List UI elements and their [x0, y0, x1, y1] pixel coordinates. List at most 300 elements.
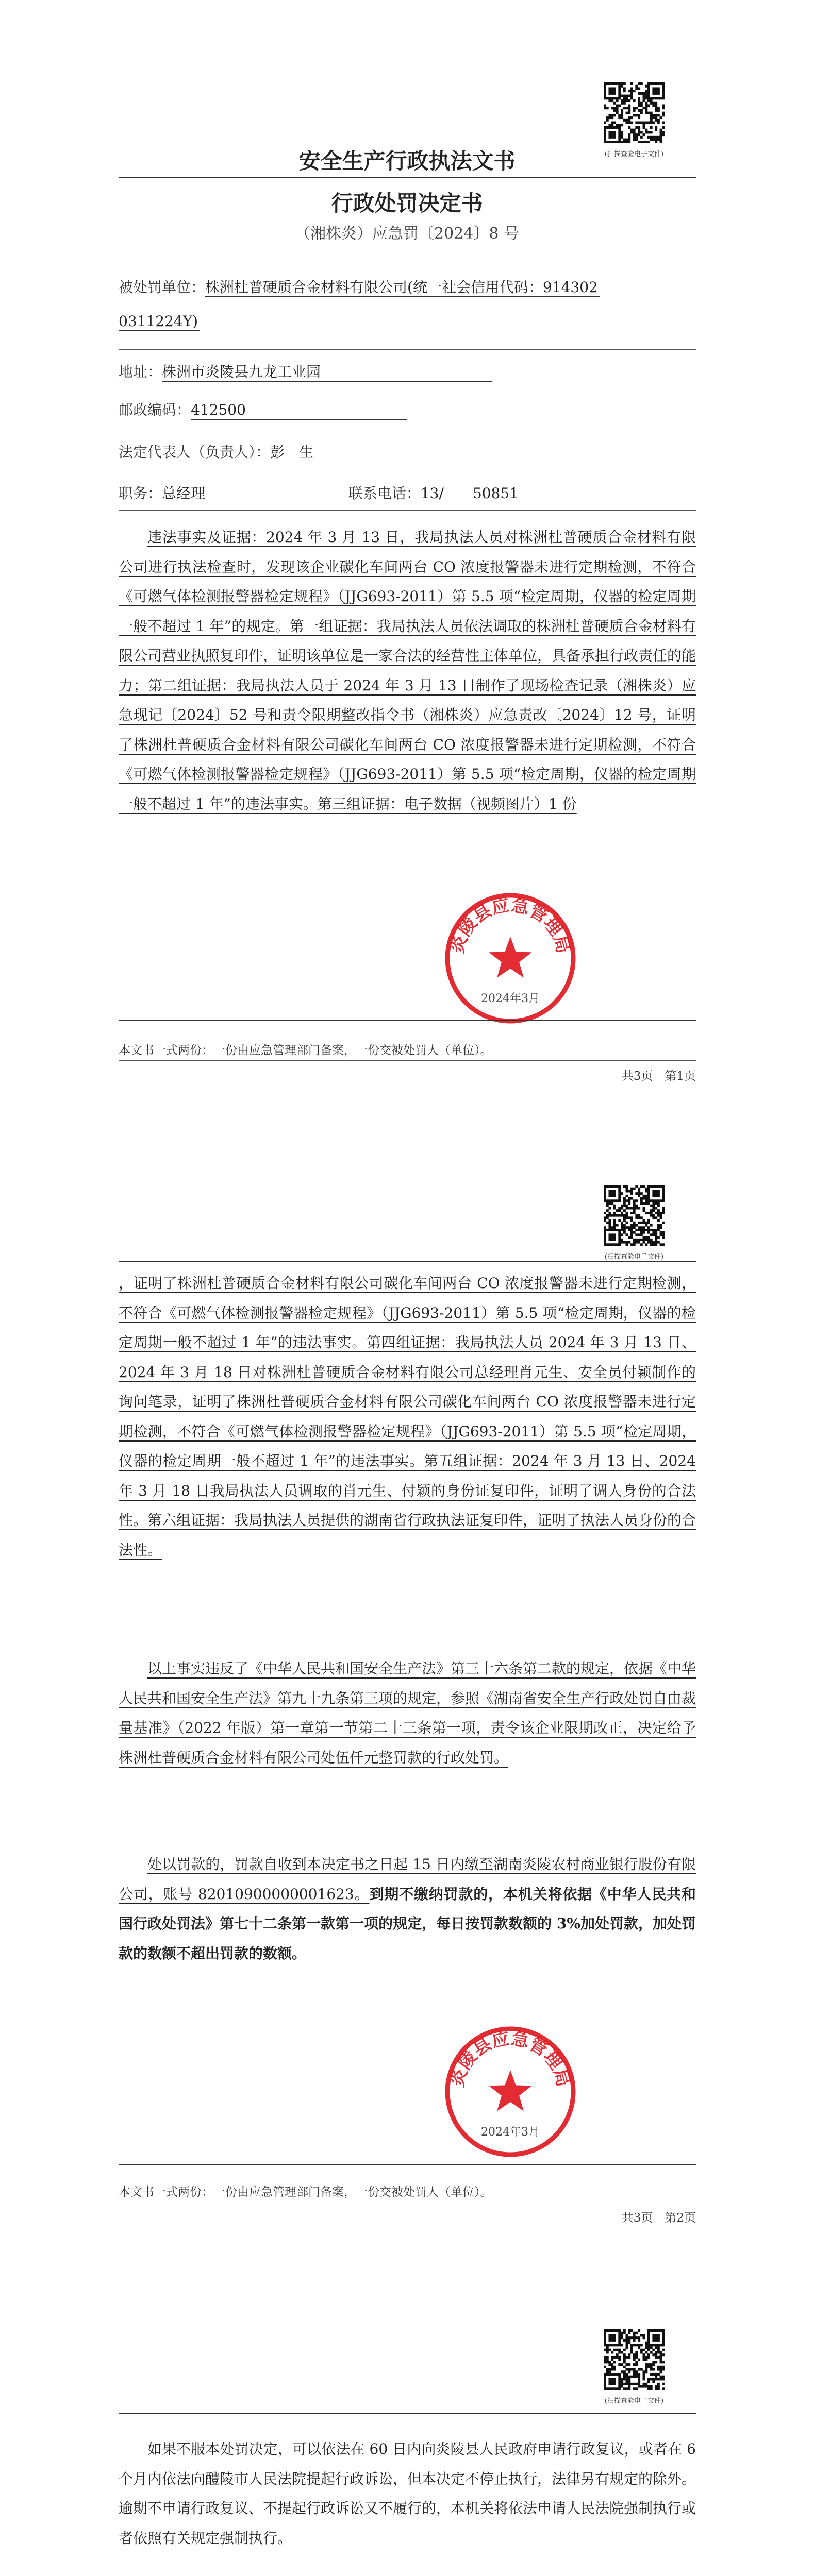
qr-module [645, 131, 647, 133]
qr-module [613, 1195, 616, 1197]
qr-module [625, 2380, 628, 2383]
qr-module [655, 1190, 657, 1192]
qr-module [660, 2370, 662, 2373]
qr-module [660, 2356, 662, 2359]
qr-module [652, 1195, 655, 1197]
qr-module [655, 102, 657, 105]
qr-module [662, 1190, 665, 1192]
document-page-1 [0, 0, 814, 1128]
qr-module [652, 2373, 655, 2376]
qr-module [604, 1190, 606, 1192]
qr-module [608, 87, 611, 90]
qr-module [647, 136, 650, 139]
qr-module [652, 104, 655, 107]
qr-module [645, 1236, 647, 1239]
qr-module [613, 2361, 616, 2363]
qr-module [604, 1185, 606, 1188]
qr-module [657, 1241, 660, 1244]
qr-module [647, 2346, 650, 2349]
qr-module [613, 2387, 616, 2390]
qr-module [625, 1241, 628, 1244]
qr-module [621, 1241, 623, 1244]
qr-module [647, 1231, 650, 1234]
qr-module [645, 129, 647, 131]
qr-module [618, 1197, 621, 1200]
qr-module [613, 1214, 616, 1217]
qr-module [640, 1226, 643, 1229]
qr-module [621, 1205, 623, 1207]
qr-module [604, 136, 606, 139]
qr-module [613, 1185, 616, 1188]
qr-module [647, 2363, 650, 2366]
qr-module [650, 136, 653, 139]
qr-module [650, 2363, 653, 2366]
violation-text: 违法事实及证据：2024 年 3 月 13 日，我局执法人员对株洲杜普硬质合金材料有限公司进行执法检查时，发现该企业碳化车间两台 CO 浓度报警器未进行定期检测，不符合《可燃气体检测报警器检定规程》（JJG693-2011）第 5.5 项“检定周期，仪器的检定周期一般不超过 1 年”的规定。第一组证据：我局执法人员依法调取的株洲杜普硬质合金材料有限公司营业执照复印件，证明该单位是一家合法的经营性主体单位，具备承担行政责任的能力；第二组证据：我局执法人员于 2024 年 3 月 13 日制作了现场检查记录（湘株炎）应急现记〔2024〕52 号和责令限期整改指令书（湘株炎）应急责改〔2024〕12 号，证明了株洲杜普硬质合金材料有限公司碳化车间两台 CO 浓度报警器未进行定期检测，不符合《可燃气体检测报警器检定规程》（JJG693-2011）第 5.5 项“检定周期，仪器的检定周期一般不超过 1 年”的违法事实。第三组证据：电子数据（视频图片）1 份 [119, 529, 696, 812]
qr-module [652, 2339, 655, 2342]
qr-module [611, 133, 613, 136]
qr-module [633, 2368, 636, 2371]
qr-module [621, 116, 623, 119]
qr-module [645, 1202, 647, 1205]
qr-module [618, 1188, 621, 1190]
qr-module [606, 107, 609, 109]
qr-module [618, 133, 621, 136]
qr-module [655, 109, 657, 112]
qr-module [638, 2359, 640, 2361]
qr-module [643, 2336, 645, 2339]
qr-module [635, 1185, 638, 1188]
qr-module [625, 2342, 628, 2344]
qr-module [604, 1192, 606, 1195]
legal-rep-field [119, 443, 696, 462]
qr-module [618, 131, 621, 133]
qr-module [621, 2378, 623, 2380]
qr-module [660, 1233, 662, 1236]
payment-text: 处以罚款的，罚款自收到本决定书之日起 15 日内缴至湖南炎陵农村商业银行股份有限公司，账号 82010900000001623。 [119, 1856, 696, 1903]
qr-module [623, 2376, 626, 2378]
qr-module [647, 1212, 650, 1214]
qr-module [635, 1192, 638, 1195]
qr-module [640, 141, 643, 143]
qr-module [635, 114, 638, 116]
qr-module [650, 1243, 653, 1246]
qr-module [623, 1209, 626, 1212]
qr-module [628, 2385, 630, 2388]
qr-module [638, 82, 640, 85]
qr-module [662, 97, 665, 99]
qr-module [650, 99, 653, 102]
qr-module [657, 114, 660, 116]
qr-module [611, 1233, 613, 1236]
qr-module [618, 2334, 621, 2336]
qr-module [621, 1226, 623, 1229]
qr-module [604, 1195, 606, 1197]
legal-rep-value: 彭 生 [270, 443, 399, 462]
qr-module [625, 2383, 628, 2385]
qr-module [608, 2380, 611, 2383]
qr-module [606, 2368, 609, 2371]
qr-module [604, 129, 606, 131]
qr-module [662, 114, 665, 116]
qr-module [625, 1214, 628, 1217]
qr-module [625, 141, 628, 143]
footer-divider-top [119, 2164, 696, 2165]
qr-module [625, 1207, 628, 1209]
qr-module [630, 90, 633, 92]
qr-module [618, 2363, 621, 2366]
qr-module [630, 1233, 633, 1236]
qr-module [650, 1241, 653, 1244]
qr-module [643, 122, 645, 124]
qr-module [613, 90, 616, 92]
qr-module [608, 99, 611, 102]
qr-module [630, 97, 633, 99]
qr-module [630, 1188, 633, 1190]
qr-module [628, 2378, 630, 2380]
qr-module [650, 2385, 653, 2388]
qr-module [621, 141, 623, 143]
qr-module [621, 1207, 623, 1209]
qr-module [652, 122, 655, 124]
qr-module [616, 124, 619, 126]
qr-module [640, 104, 643, 107]
qr-module [660, 1216, 662, 1219]
qr-module [618, 136, 621, 139]
qr-module [611, 1195, 613, 1197]
qr-module [650, 2368, 653, 2371]
qr-module [625, 139, 628, 141]
qr-module [625, 2339, 628, 2342]
page-number: 共3页 第1页 [621, 1070, 696, 1083]
qr-module [621, 1239, 623, 1241]
qr-module [613, 126, 616, 129]
qr-module [662, 1207, 665, 1209]
qr-module [618, 2385, 621, 2388]
qr-module [611, 2373, 613, 2376]
qr-module [652, 82, 655, 85]
qr-module [628, 2387, 630, 2390]
qr-module [638, 2336, 640, 2339]
qr-module [625, 1222, 628, 1224]
qr-module [618, 2383, 621, 2385]
qr-module [628, 1216, 630, 1219]
qr-module [608, 2349, 611, 2351]
qr-module [604, 131, 606, 133]
qr-module [635, 85, 638, 88]
qr-module [640, 1216, 643, 1219]
qr-module [611, 107, 613, 109]
violation-paragraph [119, 522, 696, 893]
qr-module [618, 104, 621, 107]
qr-module [625, 1216, 628, 1219]
qr-module [616, 2373, 619, 2376]
qr-module [657, 87, 660, 90]
qr-module [613, 1190, 616, 1192]
qr-module [662, 1233, 665, 1236]
qr-module [655, 2334, 657, 2336]
qr-module [652, 1202, 655, 1205]
qr-module [621, 2351, 623, 2353]
qr-module [660, 116, 662, 119]
qr-module [662, 2387, 665, 2390]
late-penalty-text: 到期不缴纳罚款的，本机关将依据《中华人民共和国行政处罚法》第七十二条第一款第一项的规定，每日按罚款数额的 3%加处罚款，加处罚款的数额不超出罚款的数额。 [119, 1885, 696, 1962]
qr-module [616, 2356, 619, 2359]
qr-module [630, 1192, 633, 1195]
qr-module [635, 126, 638, 129]
qr-module [606, 1185, 609, 1188]
qr-module [640, 1222, 643, 1224]
qr-module [652, 2334, 655, 2336]
qr-module [616, 109, 619, 112]
qr-module [613, 1212, 616, 1214]
seal-star [489, 2070, 532, 2111]
qr-module [645, 1197, 647, 1200]
qr-module [611, 114, 613, 116]
qr-module [635, 2373, 638, 2376]
qr-module [633, 2344, 636, 2346]
qr-module [660, 2353, 662, 2356]
qr-module [655, 90, 657, 92]
qr-module [635, 2344, 638, 2346]
qr-module [657, 1195, 660, 1197]
qr-module [643, 1197, 645, 1200]
qr-caption: (扫描查验电子文件) [604, 150, 664, 158]
qr-module [623, 139, 626, 141]
qr-module [623, 97, 626, 99]
qr-module [608, 1185, 611, 1188]
qr-module [618, 126, 621, 129]
qr-module [628, 104, 630, 107]
qr-module [638, 99, 640, 102]
qr-module [606, 2344, 609, 2346]
qr-module [643, 141, 645, 143]
qr-module [618, 2356, 621, 2359]
qr-module [621, 1222, 623, 1224]
qr-module [643, 2373, 645, 2376]
qr-caption: (扫描查验电子文件) [604, 2397, 664, 2405]
qr-module [630, 1207, 633, 1209]
qr-module [623, 119, 626, 122]
qr-module [638, 1214, 640, 1217]
footer-divider-bottom [119, 1060, 696, 1061]
qr-module [604, 1226, 606, 1229]
qr-module [643, 133, 645, 136]
qr-module [618, 97, 621, 99]
qr-module [630, 82, 633, 85]
qr-module [635, 1229, 638, 1231]
qr-module [611, 124, 613, 126]
qr-module [633, 1226, 636, 1229]
qr-module [655, 92, 657, 95]
qr-module [655, 1199, 657, 1202]
qr-module [655, 1243, 657, 1246]
qr-module [616, 104, 619, 107]
qr-module [652, 1231, 655, 1234]
postcode-label: 邮政编码： [119, 401, 191, 418]
qr-module [635, 136, 638, 139]
qr-module [606, 126, 609, 129]
qr-module [633, 1202, 636, 1205]
qr-module [618, 2387, 621, 2390]
qr-module [611, 2339, 613, 2342]
qr-module [660, 141, 662, 143]
qr-module [604, 133, 606, 136]
qr-module [628, 2353, 630, 2356]
qr-module [647, 2329, 650, 2332]
qr-module [618, 82, 621, 85]
qr-module [623, 1185, 626, 1188]
qr-module [611, 136, 613, 139]
qr-module [645, 1229, 647, 1231]
qr-module [628, 112, 630, 114]
qr-module [618, 1239, 621, 1241]
qr-module [633, 90, 636, 92]
qr-module [604, 2385, 606, 2388]
qr-module [608, 97, 611, 99]
qr-module [645, 2356, 647, 2359]
qr-module [662, 2349, 665, 2351]
qr-module [621, 2336, 623, 2339]
document-subtitle: 行政处罚决定书 [331, 191, 483, 216]
qr-module [613, 1205, 616, 1207]
qr-module [643, 2378, 645, 2380]
qr-module [638, 1239, 640, 1241]
qr-module [628, 1226, 630, 1229]
qr-module [613, 1226, 616, 1229]
qr-module [638, 1207, 640, 1209]
qr-module [655, 1241, 657, 1244]
qr-module [652, 92, 655, 95]
qr-module [608, 1207, 611, 1209]
document-page-3 [0, 2275, 814, 2576]
qr-module [655, 1207, 657, 1209]
qr-module [618, 2349, 621, 2351]
qr-code[interactable] [604, 2329, 665, 2390]
qr-module [630, 92, 633, 95]
qr-module [655, 2385, 657, 2388]
qr-module [655, 2339, 657, 2342]
qr-module [645, 2342, 647, 2344]
qr-module [660, 2376, 662, 2378]
qr-module [638, 2383, 640, 2385]
qr-module [633, 99, 636, 102]
qr-module [638, 131, 640, 133]
qr-module [645, 92, 647, 95]
qr-module [650, 102, 653, 105]
qr-module [650, 1214, 653, 1217]
qr-module [611, 97, 613, 99]
qr-module [613, 107, 616, 109]
qr-module [608, 1190, 611, 1192]
qr-module [613, 131, 616, 133]
qr-module [611, 1202, 613, 1205]
qr-code[interactable] [604, 1185, 665, 1246]
qr-module [633, 1205, 636, 1207]
qr-module [604, 2342, 606, 2344]
qr-module [647, 1185, 650, 1188]
qr-module [616, 1199, 619, 1202]
page3-top-divider [119, 2413, 696, 2414]
evidence-paragraph [119, 1268, 696, 1565]
qr-module [623, 87, 626, 90]
qr-module [660, 1224, 662, 1227]
qr-module [655, 1229, 657, 1231]
qr-module [650, 2329, 653, 2332]
qr-module [616, 141, 619, 143]
qr-module [604, 139, 606, 141]
qr-module [606, 2387, 609, 2390]
qr-caption: (扫描查验电子文件) [604, 1253, 664, 1261]
qr-module [628, 141, 630, 143]
qr-module [633, 2370, 636, 2373]
qr-module [655, 2351, 657, 2353]
qr-module [608, 2370, 611, 2373]
qr-module [621, 2332, 623, 2334]
qr-module [630, 2336, 633, 2339]
qr-module [625, 1212, 628, 1214]
qr-module [645, 1188, 647, 1190]
qr-module [628, 2329, 630, 2332]
qr-module [633, 1243, 636, 1246]
qr-module [643, 2376, 645, 2378]
qr-module [608, 133, 611, 136]
qr-module [638, 141, 640, 143]
qr-module [604, 87, 606, 90]
qr-module [616, 112, 619, 114]
qr-module [645, 90, 647, 92]
qr-module [621, 2344, 623, 2346]
qr-module [616, 1224, 619, 1227]
qr-module [660, 133, 662, 136]
qr-module [655, 1233, 657, 1236]
qr-module [611, 1239, 613, 1241]
qr-module [660, 139, 662, 141]
payment-paragraph [119, 1850, 696, 1968]
qr-module [655, 1202, 657, 1205]
party-divider [119, 349, 696, 350]
qr-module [616, 97, 619, 99]
qr-module [638, 2346, 640, 2349]
qr-module [623, 1224, 626, 1227]
qr-module [628, 136, 630, 139]
qr-module [608, 2363, 611, 2366]
qr-module [606, 1229, 609, 1231]
party-value-line2: 0311224Y) [119, 313, 200, 331]
qr-module [638, 133, 640, 136]
qr-module [635, 1224, 638, 1227]
qr-module [606, 1199, 609, 1202]
qr-module [643, 2383, 645, 2385]
qr-module [650, 2346, 653, 2349]
qr-module [613, 136, 616, 139]
footer-note: 本文书一式两份：一份由应急管理部门备案，一份交被处罚人（单位）。 [119, 2185, 492, 2199]
qr-module [643, 2334, 645, 2336]
qr-module [628, 2332, 630, 2334]
qr-module [635, 1199, 638, 1202]
qr-module [645, 2368, 647, 2371]
qr-module [623, 2353, 626, 2356]
qr-code[interactable] [604, 82, 665, 143]
qr-module [604, 2366, 606, 2368]
qr-module [657, 122, 660, 124]
qr-module [640, 1233, 643, 1236]
qr-module [655, 1212, 657, 1214]
qr-module [613, 2380, 616, 2383]
document-number: （湘株炎）应急罚〔2024〕8 号 [295, 225, 519, 243]
qr-module [650, 116, 653, 119]
qr-module [640, 2368, 643, 2371]
qr-module [657, 136, 660, 139]
